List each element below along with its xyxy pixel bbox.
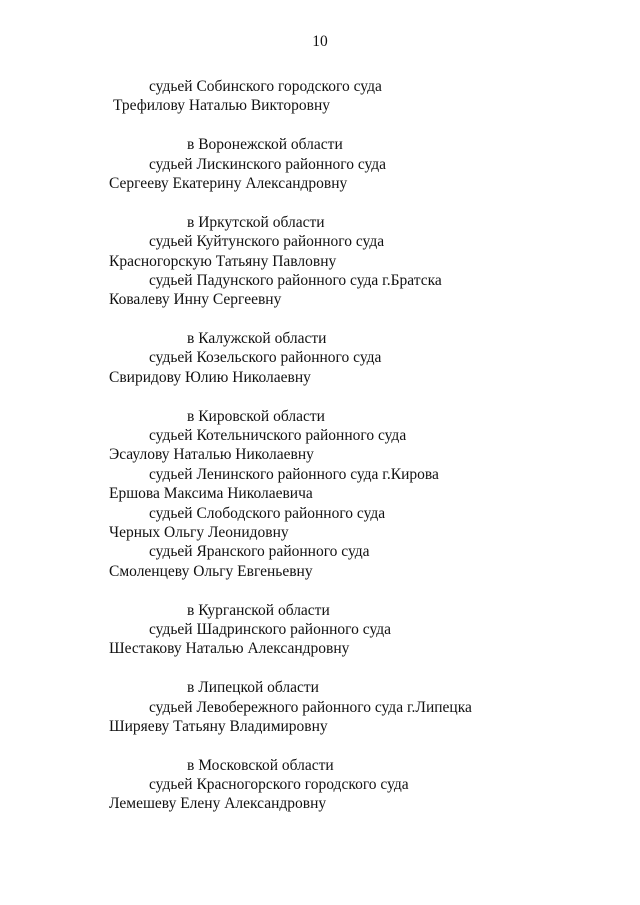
region-heading: в Воронежской области	[187, 136, 343, 154]
section-spacer	[109, 659, 629, 678]
region-section	[109, 387, 629, 581]
region-section	[109, 193, 629, 309]
appointee-name: Ширяеву Татьяну Владимировну	[109, 717, 328, 735]
appointee-name: Лемешеву Елену Александровну	[109, 795, 327, 813]
section-spacer	[109, 193, 629, 212]
appointee-name: Эсаулову Наталью Николаевну	[109, 446, 314, 464]
region-section	[109, 659, 629, 737]
appointee-name: Смоленцеву Ольгу Евгеньевну	[109, 562, 313, 580]
region-heading: в Курганской области	[187, 601, 330, 619]
region-section	[109, 581, 629, 659]
appointee-name: Свиридову Юлию Николаевну	[109, 368, 311, 386]
appointee-name: Трефилову Наталью Викторовну	[113, 97, 330, 115]
section-spacer	[109, 387, 629, 406]
court-position: судьей Слободского районного суда	[149, 504, 386, 522]
region-heading: в Иркутской области	[187, 213, 325, 231]
court-position: судьей Красногорского городского суда	[149, 776, 409, 794]
section-spacer	[109, 581, 629, 600]
region-heading: в Калужской области	[187, 330, 327, 348]
court-position: судьей Ленинского районного суда г.Кирова	[149, 465, 439, 483]
court-position: судьей Падунского районного суда г.Братска	[149, 271, 442, 289]
court-position: судьей Шадринского районного суда	[149, 620, 391, 638]
region-heading: в Кировской области	[187, 407, 325, 425]
region-section	[109, 310, 629, 388]
court-position: судьей Яранского районного суда	[149, 543, 370, 561]
section-spacer	[109, 736, 629, 755]
section-spacer	[109, 310, 629, 329]
appointee-name: Ковалеву Инну Сергеевну	[109, 291, 282, 309]
court-position: судьей Лискинского районного суда	[149, 155, 387, 173]
appointee-name: Шестакову Наталью Александровну	[109, 640, 350, 658]
appointee-name: Красногорскую Татьяну Павловну	[109, 252, 337, 270]
region-section	[109, 116, 629, 194]
court-position: судьей Левобережного районного суда г.Липецка	[149, 698, 472, 716]
court-position: судьей Котельничского районного суда	[149, 427, 407, 445]
region-heading: в Липецкой области	[187, 679, 319, 697]
court-position: судьей Собинского городского суда	[149, 78, 382, 95]
appointee-name: Сергееву Екатерину Александровну	[109, 174, 348, 192]
court-position: судьей Козельского районного суда	[149, 349, 382, 367]
court-position: судьей Куйтунского районного суда	[149, 233, 385, 251]
page-number: 10	[312, 33, 328, 50]
appointee-name: Ершова Максима Николаевича	[109, 485, 313, 503]
region-section	[109, 77, 629, 116]
section-spacer	[109, 116, 629, 135]
appointee-name: Черных Ольгу Леонидовну	[109, 523, 289, 541]
appointment-list	[109, 77, 629, 814]
region-section	[109, 736, 629, 814]
region-heading: в Московской области	[187, 756, 334, 774]
